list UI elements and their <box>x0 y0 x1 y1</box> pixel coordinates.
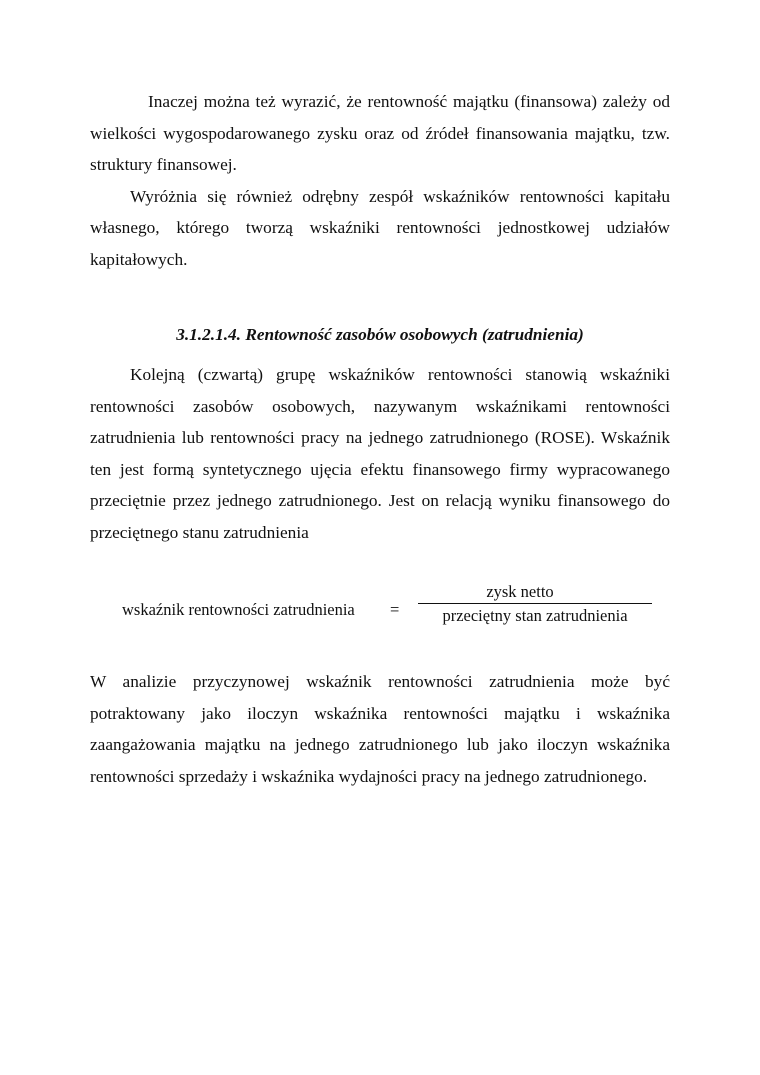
paragraph-causal-analysis: W analizie przyczynowej wskaźnik rentowności zatrudnienia może być potraktowany jako iloczyn wskaźnika rentowności majątku i wskaźnika zaangażowania majątku na jednego zatrudnionego lub jako iloczyn wskaźnika rentowności sprzedaży i wskaźnika wydajności pracy na jednego zatrudnionego. <box>90 672 670 786</box>
formula-equals-sign: = <box>390 600 400 619</box>
formula-denominator: przeciętny stan zatrudnienia <box>442 606 628 625</box>
formula-fraction <box>418 582 652 626</box>
rose-formula <box>90 582 670 642</box>
paragraph-rose-definition: Kolejną (czwartą) grupę wskaźników rentowności stanowią wskaźniki rentowności zasobów osobowych, nazywanym wskaźnikami rentowności zatrudnienia lub rentowności pracy na jednego zatrudnionego (ROSE). Wskaźnik ten jest formą syntetycznego ujęcia efektu finansowego firmy wypracowanego przeciętnie przez jednego zatrudnionego. Jest on relacją wyniku finansowego do przeciętnego stanu zatrudnienia <box>90 365 670 542</box>
formula-label: wskaźnik rentowności zatrudnienia <box>122 600 355 619</box>
paragraph-equity-return: Wyróżnia się również odrębny zespół wskaźników rentowności kapitału własnego, którego tworzą wskaźniki rentowności jednostkowej udziałów kapitałowych. <box>90 186 670 269</box>
paragraph-financial-return: Inaczej można też wyrazić, że rentowność majątku (finansowa) zależy od wielkości wygospodarowanego zysku oraz od źródeł finansowania majątku, tzw. struktury finansowej. <box>90 92 670 174</box>
formula-numerator: zysk netto <box>486 582 554 601</box>
fraction-bar <box>418 603 652 604</box>
section-heading: 3.1.2.1.4. Rentowność zasobów osobowych (zatrudnienia) <box>176 325 584 344</box>
document-page <box>90 86 670 792</box>
